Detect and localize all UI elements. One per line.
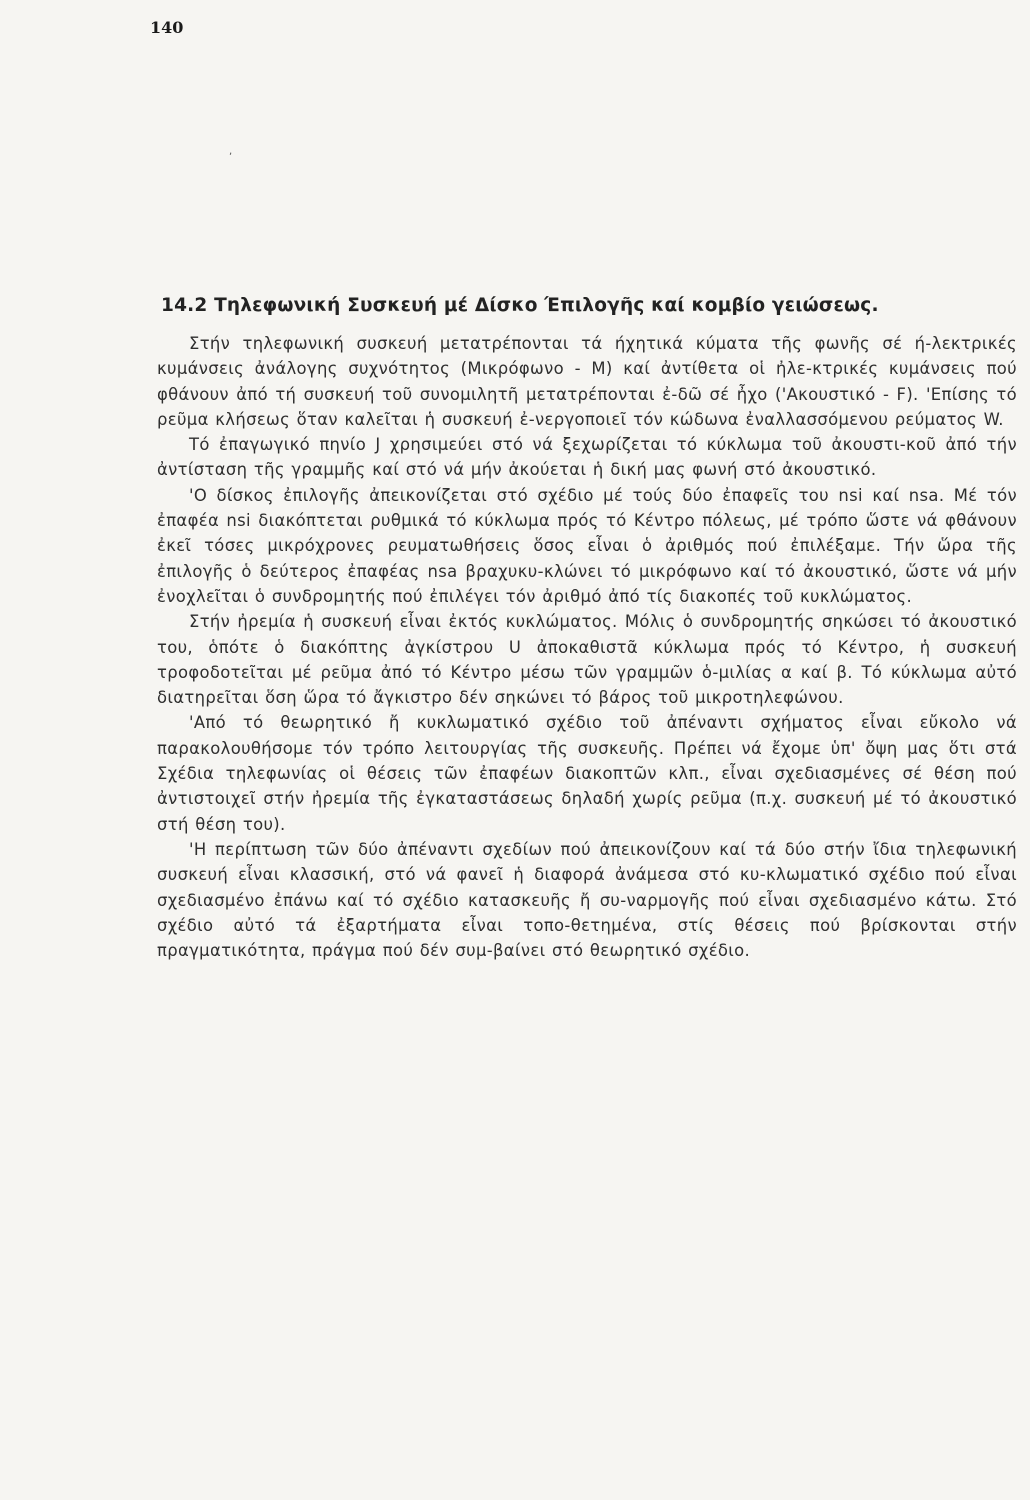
body-text [157,331,1017,963]
page-number: 140 [150,18,184,37]
stray-mark: , [229,146,233,157]
paragraph: Στήν ἠρεμία ἡ συσκευή εἶναι ἐκτός κυκλώματος. Μόλις ὁ συνδρομητής σηκώσει τό ἀκουστικό του, ὁπότε ὁ διακόπτης ἀγκίστρου U ἀποκαθιστᾶ κύκλωμα πρός τό Κέντρο, ἡ συσκευή τροφοδοτεῖται μέ ρεῦμα ἀπό τό Κέντρο μέσω τῶν γραμμῶν ὁ-μιλίας α καί β. Τό κύκλωμα αὐτό διατηρεῖται ὅση ὥρα τό ἄγκιστρο δέν σηκώνει τό βάρος τοῦ μικροτηλεφώνου. [157,612,1017,708]
section [157,295,1023,963]
paragraph: Στήν τηλεφωνική συσκευή μετατρέπονται τά ήχητικά κύματα τῆς φωνῆς σέ ή-λεκτρικές κυμάνσεις ἀνάλογης συχνότητος (Μικρόφωνο - Μ) καί ἀντίθετα οἱ ἠλε-κτρικές κυμάνσεις πού φθάνουν ἀπό τή συσκευή τοῦ συνομιλητῆ μετατρέπονται ἐ-δῶ σέ ἦχο ('Ακουστικό - F). 'Επίσης τό ρεῦμα κλήσεως ὅταν καλεῖται ἡ συσκευή ἐ-νεργοποιεῖ τόν κώδωνα ἐναλλασσόμενου ρεύματος W. [157,334,1017,429]
paragraph: 'Από τό θεωρητικό ἤ κυκλωματικό σχέδιο τοῦ ἀπέναντι σχήματος εἶναι εὔκολο νά παρακολουθήσομε τόν τρόπο λειτουργίας τῆς συσκευῆς. Πρέπει νά ἔχομε ὑπ' ὄψη μας ὅτι στά Σχέδια τηλεφωνίας οἱ θέσεις τῶν ἐπαφέων διακοπτῶν κλπ., εἶναι σχεδιασμένες σέ θέση πού ἀντιστοιχεῖ στήν ἠρεμία τῆς ἐγκαταστάσεως δηλαδή χωρίς ρεῦμα (π.χ. συσκευή μέ τό ἀκουστικό στή θέση του). [157,713,1017,834]
paragraph: Τό ἐπαγωγικό πηνίο J χρησιμεύει στό νά ξεχωρίζεται τό κύκλωμα τοῦ ἀκουστι-κοῦ ἀπό τήν ἀντίσταση τῆς γραμμῆς καί στό νά μήν ἀκούεται ἡ δική μας φωνή στό ἀκουστικό. [157,435,1017,480]
section-heading: 14.2 Τηλεφωνική Συσκευή μέ Δίσκο Έπιλογῆς καί κομβίο γειώσεως. [161,295,879,316]
paragraph: 'Η περίπτωση τῶν δύο ἀπέναντι σχεδίων πού ἀπεικονίζουν καί τά δύο στήν ἴδια τηλεφωνική συσκευή εἶναι κλασσική, στό νά φανεῖ ἡ διαφορά ἀνάμεσα στό κυ-κλωματικό σχέδιο πού εἶναι σχεδιασμένο ἐπάνω καί τό σχέδιο κατασκευῆς ἤ συ-ναρμογῆς πού εἶναι σχεδιασμένο κάτω. Στό σχέδιο αὐτό τά ἐξαρτήματα εἶναι τοπο-θετημένα, στίς θέσεις πού βρίσκονται στήν πραγματικότητα, πράγμα πού δέν συμ-βαίνει στό θεωρητικό σχέδιο. [157,839,1017,961]
paragraph: 'Ο δίσκος ἐπιλογῆς ἀπεικονίζεται στό σχέδιο μέ τούς δύο ἐπαφεῖς του nsi καί nsa. Μέ τόν ἐπαφέα nsi διακόπτεται ρυθμικά τό κύκλωμα πρός τό Κέντρο πόλεως, μέ τρόπο ὥστε νά φθάνουν ἐκεῖ τόσες μικρόχρονες ρευματωθήσεις ὅσος εἶναι ὁ ἀριθμός πού ἐπιλέξαμε. Τήν ὥρα τῆς ἐπιλογῆς ὁ δεύτερος ἐπαφέας nsa βραχυκυ-κλώνει τό μικρόφωνο καί τό ἀκουστικό, ὥστε νά μήν ἐνοχλεῖται ὁ συνδρομητής πού ἐπιλέγει τόν ἀριθμό ἀπό τίς διακοπές τοῦ κυκλώματος. [157,485,1017,606]
